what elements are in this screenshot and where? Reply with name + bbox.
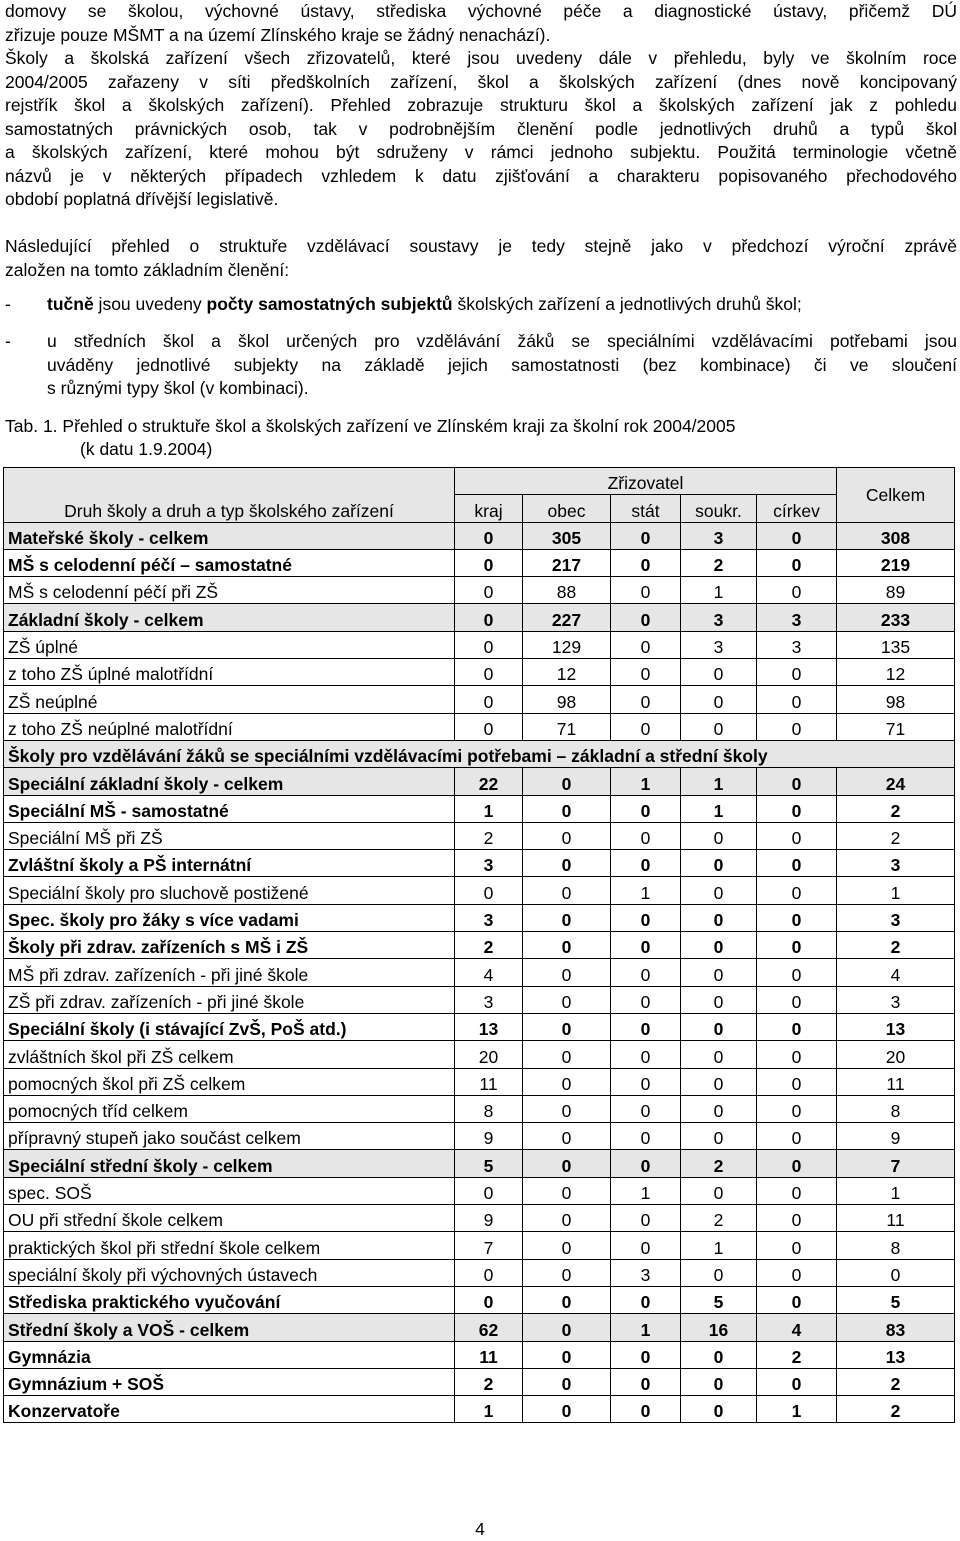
cell-value: 0 xyxy=(611,932,681,959)
cell-value: 0 xyxy=(523,986,611,1013)
row-label: speciální školy při výchovných ústavech xyxy=(4,1259,455,1286)
row-label: pomocných škol při ZŠ celkem xyxy=(4,1068,455,1095)
text-line: u středních škol a škol určených pro vzdělávání žáků se speciálními vzdělávacími potřebami jsou xyxy=(47,331,957,351)
cell-value: 0 xyxy=(611,1123,681,1150)
cell-value: 0 xyxy=(523,1259,611,1286)
cell-value: 0 xyxy=(611,795,681,822)
cell-value: 0 xyxy=(757,1286,837,1313)
cell-value: 8 xyxy=(837,1095,955,1122)
cell-value: 0 xyxy=(757,768,837,795)
cell-value: 3 xyxy=(757,604,837,631)
cell-value: 0 xyxy=(523,768,611,795)
cell-value: 2 xyxy=(837,1368,955,1395)
text-line: názvů je v některých případech vzhledem k datu zjišťování a charakteru popisovaného přechodového xyxy=(5,165,957,186)
table-row xyxy=(4,795,955,822)
cell-value: 0 xyxy=(455,604,523,631)
row-label: OU při střední škole celkem xyxy=(4,1205,455,1232)
row-label: MŠ s celodenní péčí při ZŠ xyxy=(4,577,455,604)
cell-value: 0 xyxy=(611,549,681,576)
cell-value: 233 xyxy=(837,604,955,631)
cell-value: 0 xyxy=(757,1095,837,1122)
cell-value: 71 xyxy=(837,713,955,740)
cell-value: 1 xyxy=(757,1396,837,1423)
cell-value: 0 xyxy=(757,1177,837,1204)
cell-value: 7 xyxy=(837,1150,955,1177)
cell-value: 1 xyxy=(455,795,523,822)
cell-value: 0 xyxy=(611,1068,681,1095)
cell-value: 0 xyxy=(523,877,611,904)
cell-value: 0 xyxy=(455,659,523,686)
cell-value: 0 xyxy=(757,549,837,576)
table-row xyxy=(4,959,955,986)
header-obec: obec xyxy=(523,495,611,522)
row-label: z toho ZŠ úplné malotřídní xyxy=(4,659,455,686)
table-row xyxy=(4,631,955,658)
table-row xyxy=(4,986,955,1013)
cell-value: 0 xyxy=(523,932,611,959)
cell-value: 12 xyxy=(523,659,611,686)
table-row xyxy=(4,1068,955,1095)
table-row xyxy=(4,1368,955,1395)
cell-value: 0 xyxy=(611,1150,681,1177)
cell-value: 0 xyxy=(757,822,837,849)
cell-value: 5 xyxy=(455,1150,523,1177)
cell-value: 0 xyxy=(611,986,681,1013)
cell-value: 11 xyxy=(837,1205,955,1232)
cell-value: 3 xyxy=(837,904,955,931)
cell-value: 0 xyxy=(611,577,681,604)
cell-value: 3 xyxy=(455,904,523,931)
table-row xyxy=(4,549,955,576)
text-line: domovy se školou, výchovné ústavy, střediska výchovné péče a diagnostické ústavy, přičemž DÚ xyxy=(5,1,957,21)
list-dash: - xyxy=(5,331,11,351)
cell-value: 0 xyxy=(523,822,611,849)
section-row xyxy=(4,740,955,767)
cell-value: 0 xyxy=(611,850,681,877)
cell-value: 2 xyxy=(681,1150,757,1177)
table-row xyxy=(4,1013,955,1040)
cell-value: 89 xyxy=(837,577,955,604)
cell-value: 0 xyxy=(611,1205,681,1232)
cell-value: 0 xyxy=(455,686,523,713)
cell-value: 0 xyxy=(681,1013,757,1040)
cell-value: 3 xyxy=(837,850,955,877)
cell-value: 0 xyxy=(523,1314,611,1341)
cell-value: 13 xyxy=(837,1013,955,1040)
cell-value: 0 xyxy=(681,1041,757,1068)
row-label: Střediska praktického vyučování xyxy=(4,1286,455,1313)
table-row xyxy=(4,1232,955,1259)
cell-value: 227 xyxy=(523,604,611,631)
cell-value: 0 xyxy=(681,659,757,686)
cell-value: 0 xyxy=(611,686,681,713)
cell-value: 2 xyxy=(837,822,955,849)
cell-value: 13 xyxy=(455,1013,523,1040)
table-row xyxy=(4,1205,955,1232)
table-row xyxy=(4,577,955,604)
table-row xyxy=(4,850,955,877)
cell-value: 1 xyxy=(681,577,757,604)
cell-value: 0 xyxy=(757,1068,837,1095)
cell-value: 0 xyxy=(523,1396,611,1423)
cell-value: 0 xyxy=(523,1368,611,1395)
page-number: 4 xyxy=(475,1519,485,1539)
cell-value: 0 xyxy=(681,1123,757,1150)
cell-value: 2 xyxy=(455,1368,523,1395)
table-row xyxy=(4,877,955,904)
header-stat: stát xyxy=(611,495,681,522)
table-row xyxy=(4,1259,955,1286)
cell-value: 0 xyxy=(611,1286,681,1313)
cell-value: 0 xyxy=(681,1396,757,1423)
cell-value: 0 xyxy=(523,1232,611,1259)
cell-value: 2 xyxy=(455,932,523,959)
table-row xyxy=(4,686,955,713)
cell-value: 0 xyxy=(523,1177,611,1204)
cell-value: 0 xyxy=(455,577,523,604)
cell-value: 0 xyxy=(757,1123,837,1150)
cell-value: 1 xyxy=(611,877,681,904)
cell-value: 0 xyxy=(757,713,837,740)
table-row xyxy=(4,1396,955,1423)
cell-value: 0 xyxy=(757,1013,837,1040)
cell-value: 219 xyxy=(837,549,955,576)
cell-value: 11 xyxy=(837,1068,955,1095)
cell-value: 1 xyxy=(611,768,681,795)
table-row xyxy=(4,1341,955,1368)
cell-value: 0 xyxy=(757,986,837,1013)
table-row xyxy=(4,1123,955,1150)
row-label: Gymnázia xyxy=(4,1341,455,1368)
cell-value: 0 xyxy=(757,1041,837,1068)
table-row xyxy=(4,1177,955,1204)
cell-value: 3 xyxy=(455,850,523,877)
cell-value: 7 xyxy=(455,1232,523,1259)
cell-value: 0 xyxy=(837,1259,955,1286)
cell-value: 24 xyxy=(837,768,955,795)
cell-value: 0 xyxy=(611,659,681,686)
cell-value: 0 xyxy=(681,686,757,713)
cell-value: 0 xyxy=(681,850,757,877)
bold-phrase: počty samostatných subjektů xyxy=(206,294,453,314)
cell-value: 0 xyxy=(523,1068,611,1095)
cell-value: 3 xyxy=(681,522,757,549)
text-line: 2004/2005 zařazeny v síti předškolních zařízení, škol a školských zařízení (dnes nově koncipovaný xyxy=(5,71,957,92)
cell-value: 3 xyxy=(681,631,757,658)
row-label: Zvláštní školy a PŠ internátní xyxy=(4,850,455,877)
cell-value: 1 xyxy=(611,1314,681,1341)
table-row xyxy=(4,1095,955,1122)
row-label: Střední školy a VOŠ - celkem xyxy=(4,1314,455,1341)
header-soukr: soukr. xyxy=(681,495,757,522)
cell-value: 9 xyxy=(837,1123,955,1150)
cell-value: 1 xyxy=(611,1177,681,1204)
cell-value: 0 xyxy=(523,1150,611,1177)
text-line: s různými typy škol (v kombinaci). xyxy=(47,378,309,398)
row-label: Základní školy - celkem xyxy=(4,604,455,631)
row-label: Spec. školy pro žáky s více vadami xyxy=(4,904,455,931)
row-label: pomocných tříd celkem xyxy=(4,1095,455,1122)
cell-value: 0 xyxy=(757,1368,837,1395)
cell-value: 0 xyxy=(757,795,837,822)
bold-word: tučně xyxy=(47,294,94,314)
cell-value: 0 xyxy=(757,904,837,931)
cell-value: 0 xyxy=(611,904,681,931)
row-label: ZŠ při zdrav. zařízeních - při jiné škole xyxy=(4,986,455,1013)
cell-value: 2 xyxy=(455,822,523,849)
cell-value: 3 xyxy=(757,631,837,658)
cell-value: 0 xyxy=(681,822,757,849)
cell-value: 16 xyxy=(681,1314,757,1341)
cell-value: 0 xyxy=(611,1013,681,1040)
cell-value: 0 xyxy=(611,1396,681,1423)
cell-value: 0 xyxy=(455,522,523,549)
cell-value: 1 xyxy=(681,795,757,822)
row-label: Speciální střední školy - celkem xyxy=(4,1150,455,1177)
cell-value: 0 xyxy=(757,850,837,877)
text-line: období poplatná dřívější legislativě. xyxy=(5,189,279,209)
table-row xyxy=(4,1041,955,1068)
cell-value: 0 xyxy=(757,1232,837,1259)
table-row xyxy=(4,604,955,631)
cell-value: 0 xyxy=(681,904,757,931)
row-label: ZŠ neúplné xyxy=(4,686,455,713)
cell-value: 0 xyxy=(455,713,523,740)
cell-value: 62 xyxy=(455,1314,523,1341)
cell-value: 8 xyxy=(455,1095,523,1122)
cell-value: 0 xyxy=(611,1095,681,1122)
table-row xyxy=(4,659,955,686)
cell-value: 3 xyxy=(837,986,955,1013)
cell-value: 0 xyxy=(455,549,523,576)
cell-value: 0 xyxy=(611,522,681,549)
cell-value: 0 xyxy=(455,877,523,904)
text-line: Školy a školská zařízení všech zřizovatelů, které jsou uvedeny dále v přehledu, byly ve školním roce xyxy=(5,48,957,68)
cell-value: 217 xyxy=(523,549,611,576)
row-label: Speciální školy pro sluchově postižené xyxy=(4,877,455,904)
cell-value: 0 xyxy=(523,904,611,931)
text-line: a školských zařízení, které mohou být sdruženy v rámci jednoho subjektu. Použitá terminologie včetně xyxy=(5,142,957,162)
row-label: Speciální školy (i stávající ZvŠ, PoŠ atd.) xyxy=(4,1013,455,1040)
cell-value: 0 xyxy=(611,604,681,631)
cell-value: 0 xyxy=(681,1259,757,1286)
row-label: ZŠ úplné xyxy=(4,631,455,658)
cell-value: 0 xyxy=(455,631,523,658)
table-row xyxy=(4,1314,955,1341)
cell-value: 8 xyxy=(837,1232,955,1259)
row-label: Školy při zdrav. zařízeních s MŠ i ZŠ xyxy=(4,932,455,959)
cell-value: 5 xyxy=(837,1286,955,1313)
cell-value: 1 xyxy=(455,1396,523,1423)
header-type: Druh školy a druh a typ školského zařízení xyxy=(4,495,455,522)
cell-value: 0 xyxy=(681,959,757,986)
cell-value: 0 xyxy=(611,959,681,986)
cell-value: 98 xyxy=(523,686,611,713)
cell-value: 0 xyxy=(523,850,611,877)
cell-value: 0 xyxy=(611,1232,681,1259)
header-celkem: Celkem xyxy=(837,468,955,523)
cell-value: 0 xyxy=(523,1013,611,1040)
text-line: zřizuje pouze MŠMT a na území Zlínského kraje se žádný nenachází). xyxy=(5,24,551,45)
cell-value: 2 xyxy=(757,1341,837,1368)
cell-value: 0 xyxy=(757,877,837,904)
cell-value: 5 xyxy=(681,1286,757,1313)
cell-value: 0 xyxy=(455,1177,523,1204)
cell-value: 0 xyxy=(757,1259,837,1286)
cell-value: 0 xyxy=(611,822,681,849)
cell-value: 0 xyxy=(611,1368,681,1395)
cell-value: 12 xyxy=(837,659,955,686)
structure-paragraph xyxy=(5,235,957,282)
cell-value: 0 xyxy=(681,1341,757,1368)
cell-value: 0 xyxy=(455,1259,523,1286)
header-cirkev: církev xyxy=(757,495,837,522)
cell-value: 20 xyxy=(837,1041,955,1068)
cell-value: 308 xyxy=(837,522,955,549)
cell-value: 0 xyxy=(523,1041,611,1068)
row-label: Speciální MŠ - samostatné xyxy=(4,795,455,822)
cell-value: 1 xyxy=(837,1177,955,1204)
table-row xyxy=(4,768,955,795)
cell-value: 22 xyxy=(455,768,523,795)
row-label: Gymnázium + SOŠ xyxy=(4,1368,455,1395)
cell-value: 0 xyxy=(523,1341,611,1368)
cell-value: 3 xyxy=(611,1259,681,1286)
table-row xyxy=(4,1150,955,1177)
table-row xyxy=(4,822,955,849)
cell-value: 2 xyxy=(837,795,955,822)
cell-value: 2 xyxy=(837,1396,955,1423)
row-label: z toho ZŠ neúplné malotřídní xyxy=(4,713,455,740)
row-label: Speciální MŠ při ZŠ xyxy=(4,822,455,849)
intro-paragraph xyxy=(5,0,957,212)
cell-value: 3 xyxy=(681,604,757,631)
cell-value: 9 xyxy=(455,1205,523,1232)
cell-value: 0 xyxy=(681,986,757,1013)
cell-value: 83 xyxy=(837,1314,955,1341)
table-row xyxy=(4,1286,955,1313)
cell-value: 305 xyxy=(523,522,611,549)
cell-value: 0 xyxy=(681,1068,757,1095)
cell-value: 0 xyxy=(523,1205,611,1232)
row-label: zvláštních škol při ZŠ celkem xyxy=(4,1041,455,1068)
cell-value: 0 xyxy=(455,1286,523,1313)
schools-structure-table xyxy=(3,467,955,1423)
cell-value: 0 xyxy=(681,1177,757,1204)
cell-value: 71 xyxy=(523,713,611,740)
cell-value: 129 xyxy=(523,631,611,658)
cell-value: 0 xyxy=(523,795,611,822)
cell-value: 3 xyxy=(455,986,523,1013)
cell-value: 4 xyxy=(757,1314,837,1341)
cell-value: 0 xyxy=(757,577,837,604)
text-line: samostatných právnických osob, tak v podrobnějším členění podle jednotlivých druhů a typů škol xyxy=(5,118,957,139)
cell-value: 1 xyxy=(681,1232,757,1259)
text-line: rejstřík škol a školských zařízení). Přehled zobrazuje strukturu škol a školských zařízení jak z pohledu xyxy=(5,95,957,115)
cell-value: 0 xyxy=(757,932,837,959)
list-dash: - xyxy=(5,294,11,314)
cell-value: 9 xyxy=(455,1123,523,1150)
table-row xyxy=(4,904,955,931)
cell-value: 4 xyxy=(455,959,523,986)
table-row xyxy=(4,522,955,549)
cell-value: 0 xyxy=(681,1368,757,1395)
text-line: uváděny jednotlivé subjekty na základě jejich samostatnosti (bez kombinace) či ve sloučení xyxy=(47,354,957,375)
row-label: Mateřské školy - celkem xyxy=(4,522,455,549)
row-label: praktických škol při střední škole celkem xyxy=(4,1232,455,1259)
table-row xyxy=(4,713,955,740)
header-kraj: kraj xyxy=(455,495,523,522)
cell-value: 11 xyxy=(455,1068,523,1095)
cell-value: 0 xyxy=(681,932,757,959)
table-caption: Tab. 1. Přehled o struktuře škol a školských zařízení ve Zlínském kraji za školní rok 2004/2005 (k datu 1.9.2004) xyxy=(5,416,736,459)
section-title: Školy pro vzdělávání žáků se speciálními vzdělávacími potřebami – základní a střední školy xyxy=(4,740,955,767)
cell-value: 0 xyxy=(523,1095,611,1122)
cell-value: 2 xyxy=(681,1205,757,1232)
cell-value: 0 xyxy=(681,877,757,904)
cell-value: 0 xyxy=(757,659,837,686)
cell-value: 0 xyxy=(523,1286,611,1313)
cell-value: 0 xyxy=(523,959,611,986)
cell-value: 1 xyxy=(837,877,955,904)
cell-value: 0 xyxy=(681,713,757,740)
text-line: založen na tomto základním členění: xyxy=(5,259,290,280)
row-label: spec. SOŠ xyxy=(4,1177,455,1204)
cell-value: 0 xyxy=(611,713,681,740)
cell-value: 135 xyxy=(837,631,955,658)
cell-value: 88 xyxy=(523,577,611,604)
cell-value: 0 xyxy=(523,1123,611,1150)
table-row xyxy=(4,932,955,959)
row-label: přípravný stupeň jako součást celkem xyxy=(4,1123,455,1150)
cell-value: 20 xyxy=(455,1041,523,1068)
cell-value: 0 xyxy=(611,631,681,658)
row-label: Konzervatoře xyxy=(4,1396,455,1423)
row-label: MŠ při zdrav. zařízeních - při jiné škole xyxy=(4,959,455,986)
cell-value: 11 xyxy=(455,1341,523,1368)
cell-value: 0 xyxy=(757,959,837,986)
cell-value: 4 xyxy=(837,959,955,986)
text-line: Následující přehled o struktuře vzdělávací soustavy je tedy stejně jako v předchozí výroční zprávě xyxy=(5,236,957,256)
cell-value: 0 xyxy=(757,686,837,713)
row-label: MŠ s celodenní péčí – samostatné xyxy=(4,549,455,576)
cell-value: 0 xyxy=(611,1041,681,1068)
cell-value: 0 xyxy=(611,1341,681,1368)
cell-value: 2 xyxy=(837,932,955,959)
group-header-zrizovatel: Zřizovatel xyxy=(455,468,837,495)
cell-value: 13 xyxy=(837,1341,955,1368)
cell-value: 0 xyxy=(757,1205,837,1232)
row-label: Speciální základní školy - celkem xyxy=(4,768,455,795)
cell-value: 0 xyxy=(757,522,837,549)
cell-value: 2 xyxy=(681,549,757,576)
cell-value: 98 xyxy=(837,686,955,713)
cell-value: 1 xyxy=(681,768,757,795)
cell-value: 0 xyxy=(757,1150,837,1177)
cell-value: 0 xyxy=(681,1095,757,1122)
